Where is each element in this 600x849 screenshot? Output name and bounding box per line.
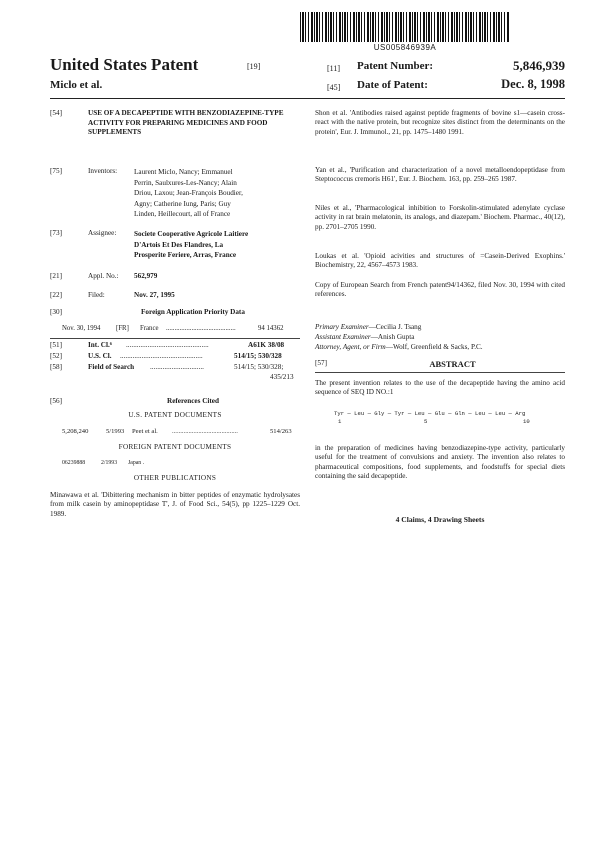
fos-value-2: 435/213 [270, 373, 294, 381]
date-code: [45] [327, 83, 341, 92]
assistant-examiner [315, 332, 565, 342]
patent-country-title: United States Patent [50, 55, 199, 74]
primary-examiner [315, 322, 565, 332]
divider [50, 338, 300, 339]
foreign-docs-title: FOREIGN PATENT DOCUMENTS [118, 443, 232, 451]
document-number: US005846939A [373, 43, 437, 52]
claims-summary: 4 Claims, 4 Drawing Sheets [395, 515, 485, 524]
attorney-name: —Wolf, Greenfield & Sacks, P.C. [385, 343, 483, 351]
seq-position: 1 [338, 418, 342, 425]
refs-code: [56] [50, 397, 62, 405]
fos-code: [58] [50, 363, 62, 371]
reference-item: Loukas et al. 'Opioid acivities and structures of =Casein-Derived Exophins.' Biochemistry, 22, 4567–4573 1983. [315, 252, 565, 270]
us-doc-number: 5,208,240 [62, 428, 89, 435]
patent-number-value: 5,846,939 [513, 58, 565, 73]
assignee-line: D'Artois Et Des Flandres, La [134, 240, 224, 249]
inventor-line: Driou, Laxou; Jean-François Boudier, [134, 189, 243, 198]
reference-item: Yan et al., 'Purification and characterization of a novel metalloendopeptidase from Steptococcus cremoris H61', Eur. J. Biochem. 163, pp. 259–265 1987. [315, 166, 565, 184]
leader-dots: .............................................. [126, 341, 209, 349]
leader-dots: ......................................... [166, 325, 236, 332]
appl-label: Appl. No.: [88, 272, 119, 280]
uscl-code: [52] [50, 352, 62, 360]
leader-dots: .............................. [150, 363, 204, 371]
abstract-intro: The present invention relates to the use of the decapeptide having the amino acid sequence of SEQ ID NO.:1 [315, 379, 565, 397]
uscl-label: U.S. Cl. [88, 352, 112, 360]
abstract-body: in the preparation of medicines having benzodiazepine-type activity, particularly useful for the treatment of convulsions and anxiety. The invention also relates to pharmaceutical compositions, food supplements, and foodstuffs for special diets containing the said decapeptide. [315, 444, 565, 481]
other-pubs-title: OTHER PUBLICATIONS [133, 474, 217, 482]
assignee-list [134, 229, 294, 261]
fos-value: 514/15; 530/328; [234, 363, 284, 371]
priority-title: Foreign Application Priority Data [141, 308, 245, 316]
assistant-examiner-name: —Anish Gupta [370, 333, 415, 341]
date-value: Dec. 8, 1998 [501, 77, 565, 91]
refs-title: References Cited [167, 397, 219, 405]
reference-item: Niles et al., 'Pharmacological inhibition to Forskolin-stimulated adenylate cyclase activity in rat brain melatonin, its analogs, and diazepam.' Biochem. Pharmac., 40(12), pp. 2701–2705 1990. [315, 204, 565, 231]
reference-item: Copy of European Search from French patent94/14362, filed Nov. 30, 1994 with cited references. [315, 281, 565, 299]
abstract-title: ABSTRACT [429, 359, 476, 369]
inventors-code: [75] [50, 167, 62, 175]
inventor-line: Laurent Miclo, Nancy; Emmanuel [134, 168, 233, 176]
filed-label: Filed: [88, 291, 105, 299]
header-divider [50, 98, 565, 99]
foreign-doc-date: 2/1993 [101, 460, 118, 466]
amino-acid-sequence: Tyr — Leu — Gly — Tyr — Leu — Glu — Gln — Leu — Leu — Arg [334, 410, 526, 417]
primary-examiner-label: Primary Examiner [315, 323, 369, 331]
primary-examiner-name: —Cecilia J. Tsang [368, 323, 422, 331]
divider [315, 372, 565, 373]
us-doc-name: Peet et al. [132, 428, 158, 435]
patent-number-code: [11] [327, 64, 341, 73]
appl-value: 562,979 [134, 272, 158, 280]
patent-number-label: Patent Number: [357, 60, 434, 72]
fos-label: Field of Search [88, 363, 135, 371]
invention-title: USE OF A DECAPEPTIDE WITH BENZODIAZEPINE-TYPE ACTIVITY FOR PREPARING MEDICINES AND FOOD SUPPLEMENTS [88, 109, 284, 137]
filed-value: Nov. 27, 1995 [134, 291, 175, 299]
assignee-code: [73] [50, 229, 62, 237]
reference-item: Shon et al. 'Antibodies raised against peptide fragments of bovine s1—casein cross-react with the native protein, but recognize sites distinct from the determinants on the protein', Eur. J. Immunol., 21, pp. 1475–1480 1991. [315, 109, 565, 136]
barcode [300, 12, 510, 42]
foreign-doc-country: Japan . [128, 460, 145, 466]
priority-date: Nov. 30, 1994 [62, 325, 101, 332]
title-code: [54] [50, 109, 62, 117]
assignee-label: Assignee: [88, 229, 117, 237]
intcl-label: Int. Cl.⁶ [88, 341, 112, 349]
seq-position: 5 [424, 418, 428, 425]
uscl-value: 514/15; 530/328 [234, 352, 282, 360]
us-docs-title: U.S. PATENT DOCUMENTS [128, 411, 222, 419]
inventors-list [134, 167, 294, 220]
leader-dots: .............................................. [120, 352, 203, 360]
other-publication: Minawawa et al. 'Dibittering mechanism in bitter peptides of enzymatic hydrolysates from milk casein by aminopeptidase T', J. of Food Sci., 54(5), pp 1225–1229 Oct. 1989. [50, 491, 300, 518]
assignee-line: Societe Cooperative Agricole Laitiere [134, 230, 249, 238]
inventor-line: Linden, Heillecourt, all of France [134, 210, 231, 219]
priority-country: France [140, 325, 159, 332]
us-doc-class: 514/263 [270, 428, 292, 435]
inventors-label: Inventors: [88, 167, 118, 175]
intcl-code: [51] [50, 341, 62, 349]
date-label: Date of Patent: [357, 79, 428, 91]
assistant-examiner-label: Assistant Examiner [315, 333, 371, 341]
us-doc-date: 5/1993 [106, 428, 125, 435]
inventor-line: Agny; Catherine Iung, Paris; Guy [134, 199, 231, 208]
filed-code: [22] [50, 291, 62, 299]
abstract-code: [57] [315, 359, 327, 367]
priority-country-code: [FR] [116, 325, 129, 332]
priority-number: 94 14362 [258, 325, 284, 332]
inventor-short: Miclo et al. [50, 79, 103, 91]
seq-position: 10 [523, 418, 530, 425]
priority-code: [30] [50, 308, 62, 316]
country-code: [19] [247, 62, 261, 71]
intcl-value: A61K 38/08 [248, 341, 285, 349]
appl-code: [21] [50, 272, 62, 280]
attorney-label: Attorney, Agent, or Firm [315, 343, 386, 351]
foreign-doc-number: 06239888 [62, 460, 86, 466]
examiner-block [315, 322, 565, 352]
inventor-line: Perrin, Saulxures-Les-Nancy; Alain [134, 178, 237, 187]
attorney [315, 342, 565, 352]
assignee-line: Prosperite Feriere, Arras, France [134, 251, 237, 260]
leader-dots: ........................................ [172, 428, 238, 435]
